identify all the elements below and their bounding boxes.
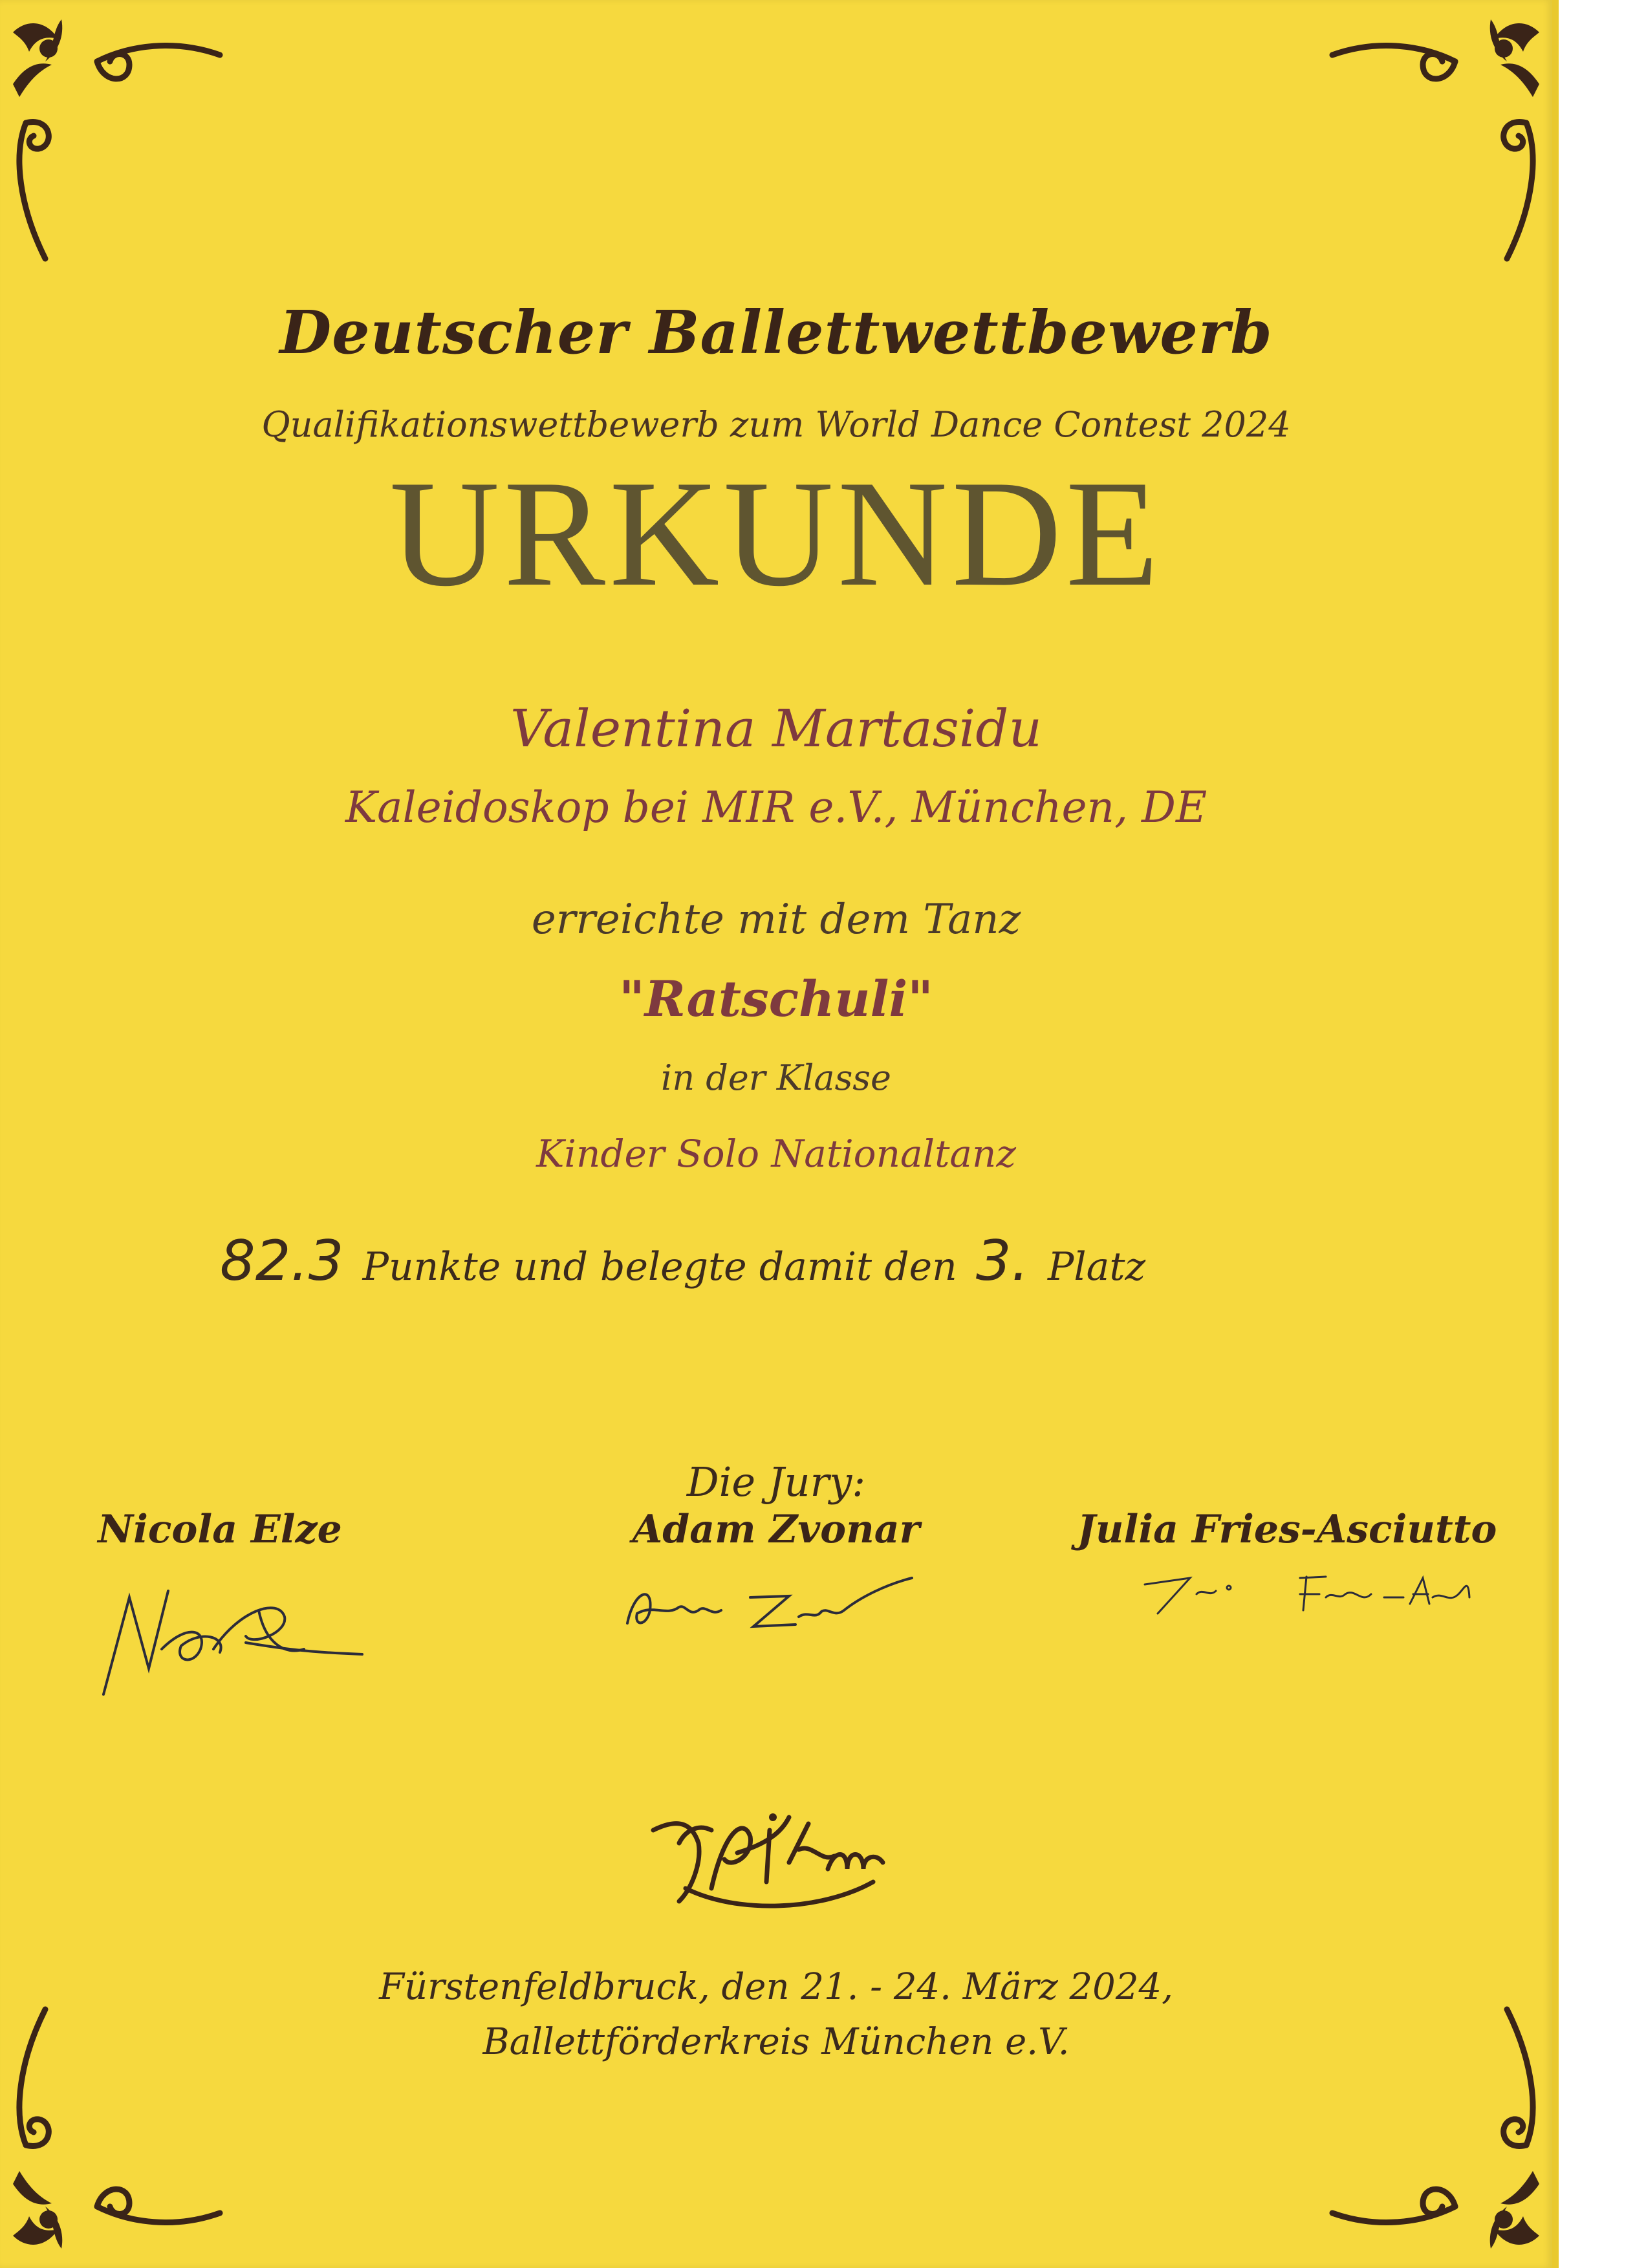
participant-club: Kaleidoskop bei MIR e.V., München, DE	[345, 783, 1207, 832]
dance-name: "Ratschuli"	[619, 970, 933, 1028]
corner-ornament-top-left-icon	[0, 0, 246, 272]
reached-text: erreichte mit dem Tanz	[531, 896, 1021, 944]
score-text: Punkte und belegte damit den	[362, 1244, 957, 1290]
place-word: Platz	[1048, 1244, 1146, 1290]
signature-judge-1	[91, 1571, 375, 1701]
footer-place-date: Fürstenfeldbruck, den 21. - 24. März 2024,	[379, 1966, 1173, 2008]
judge-name-1: Nicola Elze	[98, 1507, 342, 1552]
certificate-subtitle: Qualifikationswettbewerb zum World Dance Contest 2024	[261, 404, 1291, 445]
judge-name-3: Julia Fries-Asciutto	[1077, 1507, 1497, 1552]
certificate-heading: URKUNDE	[389, 449, 1163, 618]
paper-edge	[1552, 0, 1559, 2268]
signature-judge-2	[614, 1565, 918, 1643]
place-number: 3.	[975, 1229, 1029, 1293]
jury-label: Die Jury:	[686, 1458, 866, 1506]
corner-ornament-top-right-icon	[1306, 0, 1552, 272]
score-line	[220, 1229, 1161, 1293]
participant-name: Valentina Martasidu	[510, 698, 1043, 759]
judge-name-2: Adam Zvonar	[632, 1507, 920, 1552]
score-value: 82.3	[220, 1229, 344, 1293]
class-intro: in der Klasse	[661, 1057, 891, 1098]
certificate-title: Deutscher Ballettwettbewerb	[279, 297, 1273, 367]
bfkm-logo-icon	[640, 1791, 893, 1914]
signature-judge-3	[1138, 1559, 1475, 1630]
footer-organizer: Ballettförderkreis München e.V.	[482, 2021, 1070, 2063]
class-name: Kinder Solo Nationaltanz	[536, 1132, 1016, 1176]
